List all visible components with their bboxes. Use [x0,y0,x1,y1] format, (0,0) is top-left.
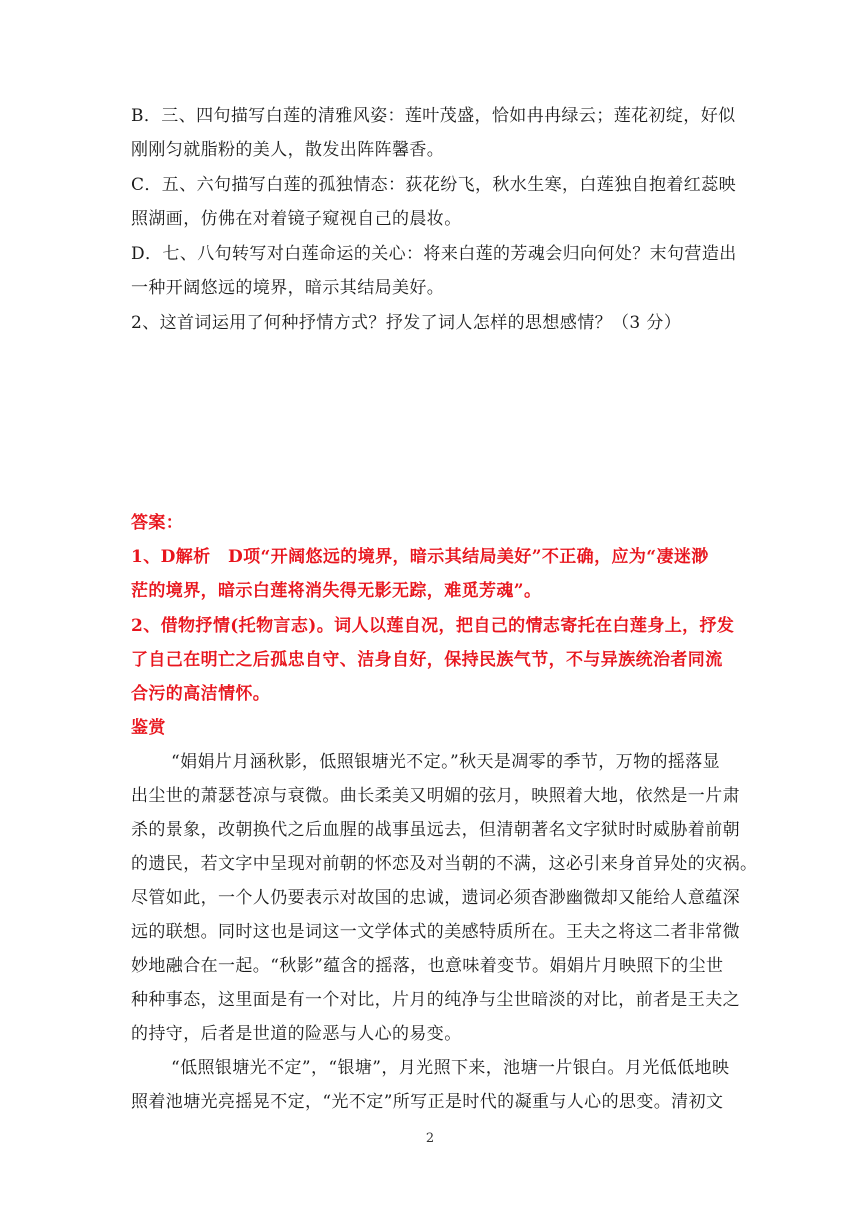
appreciation-heading: 鉴赏 [131,718,166,738]
answer-2-line-2: 了自己在明亡之后孤忠自守、洁身自好，保持民族气节，不与异族统治者同流 [131,650,723,670]
appreciation-p1-line: “娟娟片月涵秋影，低照银塘光不定。”秋天是凋零的季节，万物的摇落显 [171,752,721,772]
question-2: 2、这首词运用了何种抒情方式？抒发了词人怎样的思想感情？（3 分） [131,313,682,333]
appreciation-p1-line: 出尘世的萧瑟苍凉与衰微。曲长柔美又明媚的弦月，映照着大地，依然是一片肃 [131,786,740,806]
appreciation-p1-line: 杀的景象，改朝换代之后血腥的战事虽远去，但清朝著名文字狱时时威胁着前朝 [131,820,740,840]
option-b-line-1: B．三、四句描写白莲的清雅风姿：莲叶茂盛，恰如冉冉绿云；莲花初绽，好似 [131,106,736,126]
appreciation-p2-line: “低照银塘光不定”，“银塘”，月光照下来，池塘一片银白。月光低低地映 [171,1058,730,1078]
appreciation-p1-line: 的持守，后者是世道的险恶与人心的易变。 [131,1024,462,1044]
option-b-line-2: 刚刚匀就脂粉的美人，散发出阵阵馨香。 [131,140,445,160]
option-c-line-1: C．五、六句描写白莲的孤独情态：荻花纷飞，秋水生寒，白莲独自抱着红蕊映 [131,175,737,195]
answer-2-line-1: 2、借物抒情(托物言志)。词人以莲自况，把自己的情志寄托在白莲身上，抒发 [131,616,735,636]
option-c-line-2: 照湖画，仿佛在对着镜子窥视自己的晨妆。 [131,209,462,229]
answer-1-line-2: 茫的境界，暗示白莲将消失得无影无踪，难觅芳魂”。 [131,581,542,601]
appreciation-p1-line: 种种事态，这里面是有一个对比，片月的纯净与尘世暗淡的对比，前者是王夫之 [131,990,740,1010]
option-d-line-1: D．七、八句转写对白莲命运的关心：将来白莲的芳魂会归向何处？末句营造出 [131,244,737,264]
answer-2-line-3: 合污的高洁情怀。 [131,684,271,704]
appreciation-p2-line: 照着池塘光亮摇晃不定，“光不定”所写正是时代的凝重与人心的思变。清初文 [131,1092,724,1112]
appreciation-p1-line: 的遗民，若文字中呈现对前朝的怀恋及对当朝的不满，这必引来身首异处的灾祸。 [131,854,758,874]
answer-1-line-1: 1、D解析 D项“开阔悠远的境界，暗示其结局美好”不正确，应为“凄迷渺 [131,547,709,567]
appreciation-p1-line: 远的联想。同时这也是词这一文学体式的美感特质所在。王夫之将这二者非常微 [131,922,740,942]
appreciation-p1-line: 妙地融合在一起。“秋影”蕴含的摇落，也意味着变节。娟娟片月映照下的尘世 [131,956,724,976]
page-number: 2 [425,1131,435,1146]
option-d-line-2: 一种开阔悠远的境界，暗示其结局美好。 [131,278,445,298]
answer-heading: 答案： [131,513,184,533]
appreciation-p1-line: 尽管如此，一个人仍要表示对故国的忠诚，遗词必须杳渺幽微却又能给人意蕴深 [131,888,740,908]
